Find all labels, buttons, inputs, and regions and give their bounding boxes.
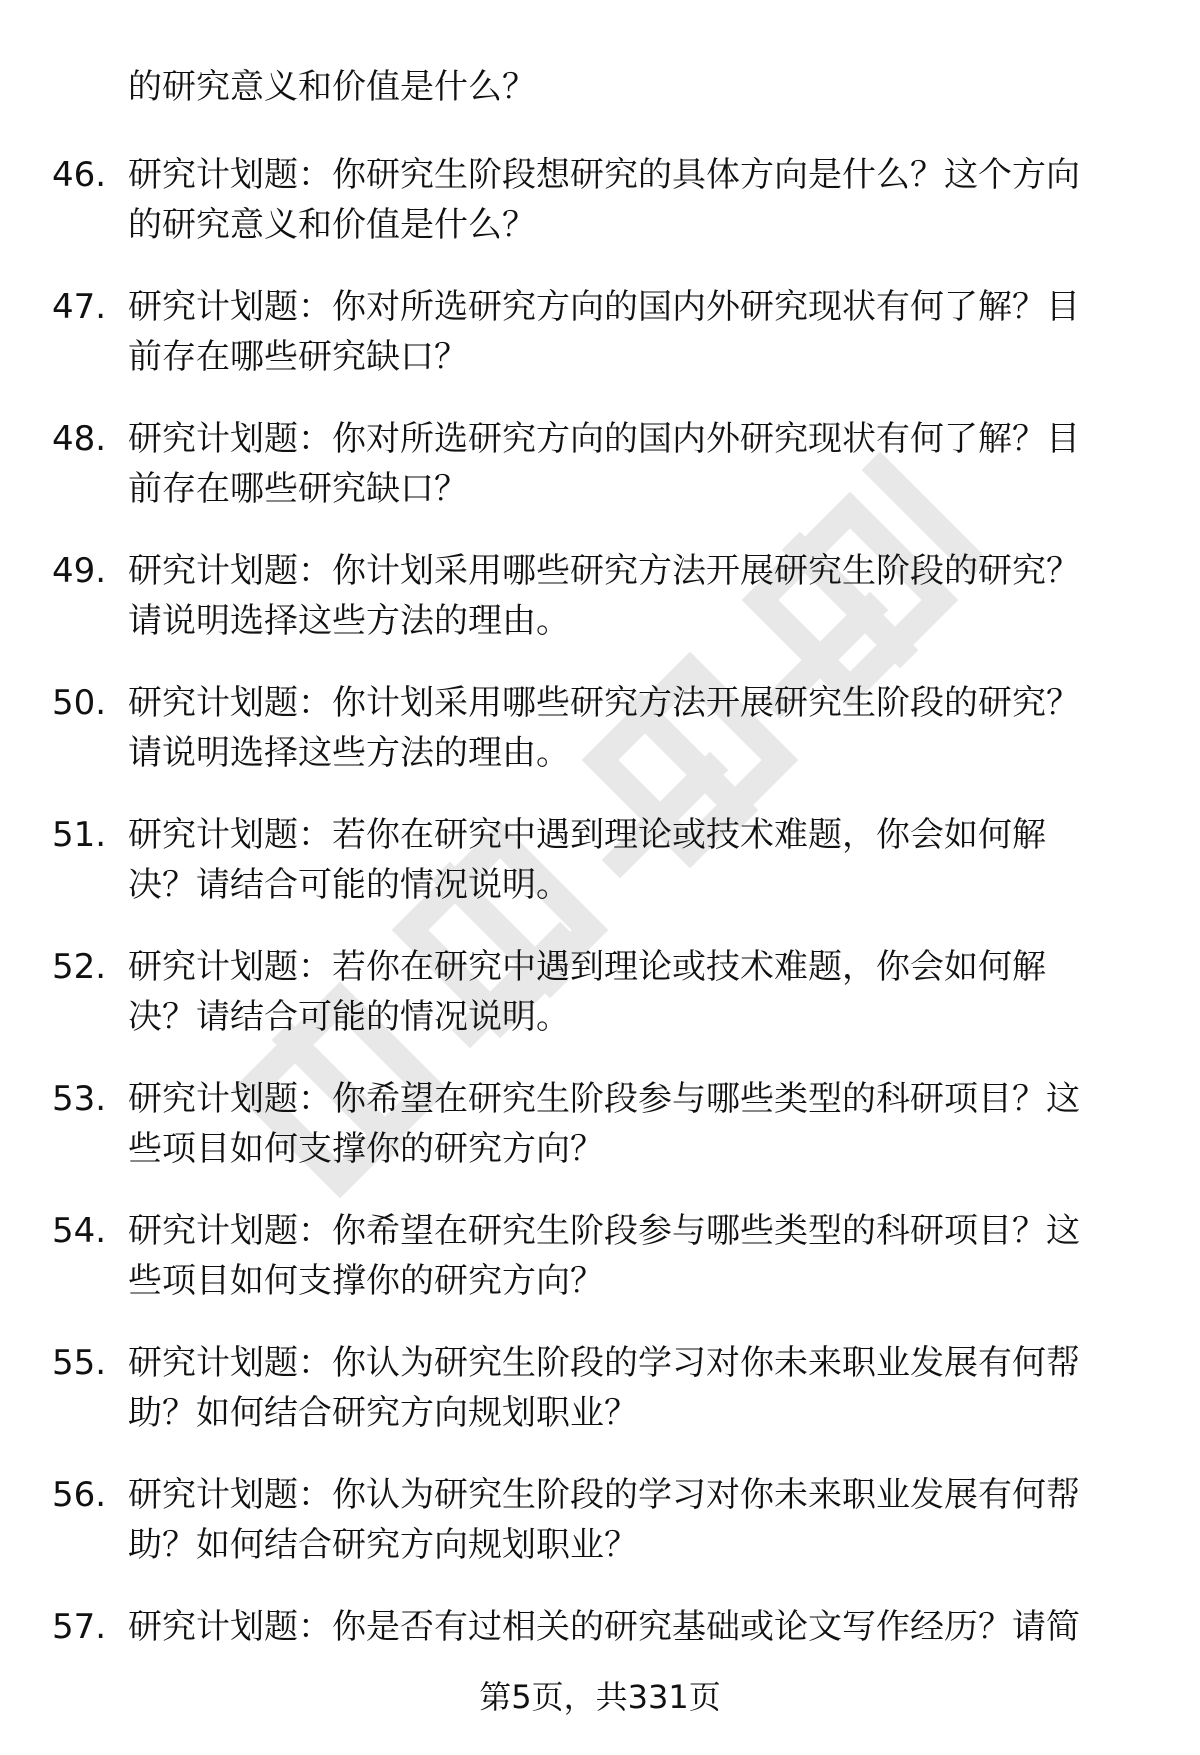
question-text-line: 前存在哪些研究缺口？	[128, 469, 468, 509]
question-text-line: 研究计划题：你对所选研究方向的国内外研究现状有何了解？目	[128, 287, 1080, 327]
question-text-line: 决？请结合可能的情况说明。	[128, 865, 570, 905]
question-item	[0, 150, 1200, 282]
question-text	[128, 150, 1138, 250]
question-number: 54.	[52, 1211, 107, 1251]
question-item	[0, 810, 1200, 942]
question-text-line: 请说明选择这些方法的理由。	[128, 601, 570, 641]
question-item	[0, 1074, 1200, 1206]
question-number: 51.	[52, 815, 107, 855]
question-text	[128, 1074, 1138, 1174]
question-item	[0, 678, 1200, 810]
question-item	[0, 942, 1200, 1074]
question-text-line: 的研究意义和价值是什么？	[128, 205, 536, 245]
question-text	[128, 678, 1138, 778]
question-text-line: 研究计划题：你研究生阶段想研究的具体方向是什么？这个方向	[128, 155, 1080, 195]
question-number: 53.	[52, 1079, 107, 1119]
question-text-line: 助？如何结合研究方向规划职业？	[128, 1393, 638, 1433]
question-item	[0, 414, 1200, 546]
question-item	[0, 1338, 1200, 1470]
question-number: 56.	[52, 1475, 107, 1515]
question-text-line: 研究计划题：若你在研究中遇到理论或技术难题，你会如何解	[128, 947, 1046, 987]
question-text-line: 研究计划题：你对所选研究方向的国内外研究现状有何了解？目	[128, 419, 1080, 459]
question-text-line: 研究计划题：你认为研究生阶段的学习对你未来职业发展有何帮	[128, 1475, 1080, 1515]
question-text	[128, 1206, 1138, 1306]
question-number: 50.	[52, 683, 107, 723]
question-text-line: 研究计划题：你希望在研究生阶段参与哪些类型的科研项目？这	[128, 1079, 1080, 1119]
question-number: 55.	[52, 1343, 107, 1383]
question-text-line: 研究计划题：你计划采用哪些研究方法开展研究生阶段的研究？	[128, 551, 1080, 591]
question-text-line: 研究计划题：你是否有过相关的研究基础或论文写作经历？请简	[128, 1607, 1080, 1647]
continuation-text: 的研究意义和价值是什么？	[128, 67, 536, 107]
question-item	[0, 282, 1200, 414]
question-text-line: 研究计划题：你计划采用哪些研究方法开展研究生阶段的研究？	[128, 683, 1080, 723]
question-item	[0, 546, 1200, 678]
page-footer: 第5页，共331页	[479, 1678, 721, 1716]
question-item	[0, 1470, 1200, 1602]
question-text	[128, 810, 1138, 910]
question-text	[128, 1602, 1138, 1652]
question-number: 48.	[52, 419, 107, 459]
question-item	[0, 1206, 1200, 1338]
question-text-line: 些项目如何支撑你的研究方向？	[128, 1129, 604, 1169]
question-text-line: 请说明选择这些方法的理由。	[128, 733, 570, 773]
question-text-line: 些项目如何支撑你的研究方向？	[128, 1261, 604, 1301]
question-number: 46.	[52, 155, 107, 195]
question-text-line: 研究计划题：你认为研究生阶段的学习对你未来职业发展有何帮	[128, 1343, 1080, 1383]
question-text	[128, 942, 1138, 1042]
question-number: 47.	[52, 287, 107, 327]
question-text-line: 研究计划题：你希望在研究生阶段参与哪些类型的科研项目？这	[128, 1211, 1080, 1251]
question-list	[0, 150, 1200, 1734]
question-text	[128, 414, 1138, 514]
question-text-line: 决？请结合可能的情况说明。	[128, 997, 570, 1037]
question-text	[128, 282, 1138, 382]
question-number: 49.	[52, 551, 107, 591]
question-text	[128, 1338, 1138, 1438]
question-number: 57.	[52, 1607, 107, 1647]
question-text-line: 前存在哪些研究缺口？	[128, 337, 468, 377]
question-text	[128, 1470, 1138, 1570]
question-number: 52.	[52, 947, 107, 987]
question-text	[128, 546, 1138, 646]
question-text-line: 助？如何结合研究方向规划职业？	[128, 1525, 638, 1565]
question-text-line: 研究计划题：若你在研究中遇到理论或技术难题，你会如何解	[128, 815, 1046, 855]
